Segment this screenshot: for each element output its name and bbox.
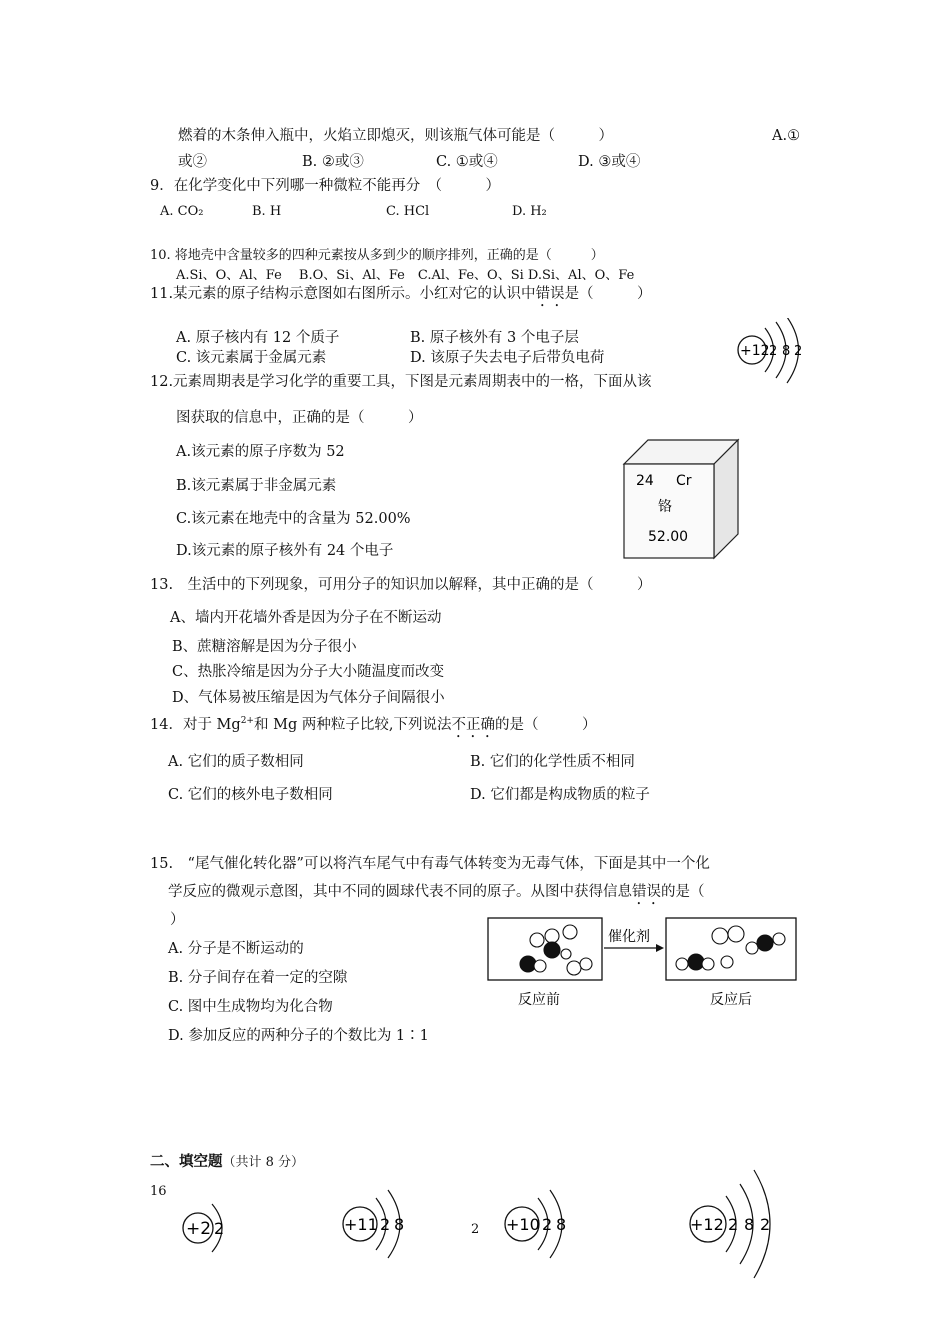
q15-option-d: D. 参加反应的两种分子的个数比为 1∶1 — [168, 1028, 429, 1044]
q12-option-c: C.该元素在地壳中的含量为 52.00% — [176, 511, 411, 527]
q14-stem — [150, 716, 596, 741]
cell-atomic-number: 24 — [636, 473, 654, 489]
q12-option-b: B.该元素属于非金属元素 — [176, 478, 337, 494]
section-2-heading — [150, 1154, 304, 1171]
q14-option-d: D. 它们都是构成物质的粒子 — [470, 787, 650, 803]
q14-stem-post: 的是（ ） — [494, 716, 597, 733]
q16-atom-2 — [336, 1186, 432, 1266]
molecule-atom-white — [534, 960, 546, 972]
q16-atom-4 — [682, 1166, 802, 1286]
cell-atomic-mass: 52.00 — [648, 529, 689, 545]
q14-charge-superscript: 2+ — [240, 716, 254, 726]
atom-nucleus-label: +12 — [740, 343, 770, 359]
q13-option-a: A、墙内开花墙外香是因为分子在不断运动 — [170, 610, 442, 626]
q11-stem-post: 是（ ） — [564, 286, 652, 302]
q14-stem-emphasis: 不正确 — [451, 716, 495, 733]
atom-shell-1-count: 2 — [728, 1215, 739, 1234]
q14-option-b: B. 它们的化学性质不相同 — [470, 754, 635, 770]
before-molecules — [520, 925, 592, 975]
q10-options: A.Si、O、Al、Fe B.O、Si、Al、Fe C.Al、Fe、O、Si D.Si、Al、O、Fe — [176, 268, 635, 283]
atom-shell-1-count: 2 — [542, 1215, 553, 1234]
page-number: 2 — [471, 1222, 480, 1237]
q14-option-a: A. 它们的质子数相同 — [168, 754, 304, 770]
q9-stem: 9．在化学变化中下列哪一种微粒不能再分 （ ） — [150, 178, 500, 194]
cell-element-name: 铬 — [658, 499, 672, 515]
q15-stem-2-pre: 学反应的微观示意图，其中不同的圆球代表不同的原子。从图中获得信息 — [168, 884, 632, 900]
atom-shell-1-count: 2 — [769, 344, 778, 359]
q8-option-b: B. ②或③ — [302, 154, 364, 170]
atom-nucleus-label: +2 — [186, 1219, 212, 1239]
molecule-atom-white — [773, 933, 785, 945]
q13-stem: 13. 生活中的下列现象，可用分子的知识加以解释，其中正确的是（ ） — [150, 577, 652, 593]
q11-stem-emphasis: 错误 — [535, 286, 565, 302]
molecule-atom-black — [544, 942, 560, 958]
q11-option-d: D. 该原子失去电子后带负电荷 — [410, 350, 605, 366]
molecule-atom-white — [563, 925, 577, 939]
section-2-note: （共计 8 分） — [222, 1155, 305, 1170]
q8-line1: 燃着的木条伸入瓶中，火焰立即熄灭，则该瓶气体可能是（ ） — [178, 128, 613, 144]
q16-atom-1 — [176, 1196, 246, 1260]
q11-stem-pre: 11.某元素的原子结构示意图如右图所示。小红对它的认识中 — [150, 286, 536, 302]
molecule-atom-black — [520, 956, 536, 972]
reaction-diagram — [482, 914, 806, 1012]
q15-option-c: C. 图中生成物均为化合物 — [168, 999, 333, 1015]
q8-option-c: C. ①或④ — [436, 154, 498, 170]
q9-option-d: D. H₂ — [512, 204, 547, 219]
molecule-atom-black — [688, 954, 704, 970]
molecule-atom-white — [567, 961, 581, 975]
q15-stem-2-post: 的是（ — [661, 884, 705, 900]
atom-nucleus-label: +11 — [344, 1215, 378, 1234]
q16-atom-3 — [498, 1186, 594, 1266]
q11-option-a: A. 原子核内有 12 个质子 — [176, 330, 340, 346]
section-2-title: 二、填空题 — [150, 1154, 223, 1170]
q14-option-c: C. 它们的核外电子数相同 — [168, 787, 333, 803]
before-label: 反应前 — [518, 992, 560, 1008]
molecule-atom-white — [561, 949, 571, 959]
atom-shell-1-count: 2 — [380, 1215, 391, 1234]
q11-stem — [150, 286, 652, 310]
after-molecules — [676, 926, 785, 970]
q9-option-c: C. HCl — [386, 204, 430, 219]
q13-option-b: B、蔗糖溶解是因为分子很小 — [172, 639, 357, 655]
q10-stem: 10. 将地壳中含量较多的四种元素按从多到少的顺序排列，正确的是（ ） — [150, 248, 604, 263]
atom-shell-2-count: 8 — [556, 1215, 567, 1234]
q15-option-a: A. 分子是不断运动的 — [168, 941, 304, 957]
reaction-arrow-head — [656, 944, 664, 952]
atom-nucleus-label: +10 — [506, 1215, 540, 1234]
q15-stem-2-emphasis: 错误 — [632, 884, 661, 900]
molecule-atom-white — [746, 942, 758, 954]
atom-shell-2-count: 8 — [394, 1215, 405, 1234]
q15-option-b: B. 分子间存在着一定的空隙 — [168, 970, 348, 986]
atom-shell-3-count: 2 — [760, 1215, 771, 1234]
q12-option-a: A.该元素的原子序数为 52 — [176, 444, 345, 460]
q9-option-a: A. CO₂ — [160, 204, 204, 219]
molecule-atom-white — [728, 926, 744, 942]
atom-shell-3-count: 2 — [794, 344, 803, 359]
molecule-atom-white — [580, 958, 592, 970]
q16-number: 16 — [150, 1184, 167, 1199]
molecule-atom-white — [721, 956, 733, 968]
molecule-atom-white — [545, 929, 559, 943]
catalyst-label: 催化剂 — [608, 929, 650, 945]
q12-stem-2: 图获取的信息中，正确的是（ ） — [176, 410, 423, 426]
q14-stem-mid: 和 Mg 两种粒子比较,下列说法 — [253, 716, 452, 733]
q15-stem-3: ） — [170, 912, 185, 928]
after-label: 反应后 — [710, 992, 752, 1008]
molecule-atom-white — [530, 933, 544, 947]
q9-option-b: B. H — [252, 204, 282, 219]
molecule-atom-white — [712, 928, 728, 944]
atom-shell-1-count: 2 — [214, 1219, 225, 1238]
molecule-atom-white — [702, 958, 714, 970]
molecule-atom-white — [676, 958, 688, 970]
q12-option-d: D.该元素的原子核外有 24 个电子 — [176, 543, 394, 559]
q11-option-b: B. 原子核外有 3 个电子层 — [410, 330, 579, 346]
molecule-atom-black — [757, 935, 773, 951]
q13-option-c: C、热胀冷缩是因为分子大小随温度而改变 — [172, 664, 445, 680]
q8-option-d: D. ③或④ — [578, 154, 641, 170]
q12-stem: 12.元素周期表是学习化学的重要工具，下图是元素周期表中的一格，下面从该 — [150, 374, 652, 390]
q8-option-a-end: 或② — [178, 154, 207, 170]
atom-shell-2-count: 8 — [782, 344, 791, 359]
atom-nucleus-label: +12 — [690, 1215, 724, 1234]
atom-shell-2-count: 8 — [744, 1215, 755, 1234]
q13-option-d: D、气体易被压缩是因为气体分子间隔很小 — [172, 690, 445, 706]
cell-symbol: Cr — [676, 473, 692, 489]
q15-stem-2 — [168, 884, 705, 908]
periodic-table-cell — [620, 436, 742, 562]
q11-option-c: C. 该元素属于金属元素 — [176, 350, 327, 366]
q14-stem-pre: 14．对于 Mg — [150, 716, 241, 733]
q8-option-a-start: A.① — [772, 128, 801, 144]
q15-stem: 15. “尾气催化转化器”可以将汽车尾气中有毒气体转变为无毒气体，下面是其中一个化 — [150, 856, 710, 872]
q11-atom-diagram — [732, 318, 822, 384]
